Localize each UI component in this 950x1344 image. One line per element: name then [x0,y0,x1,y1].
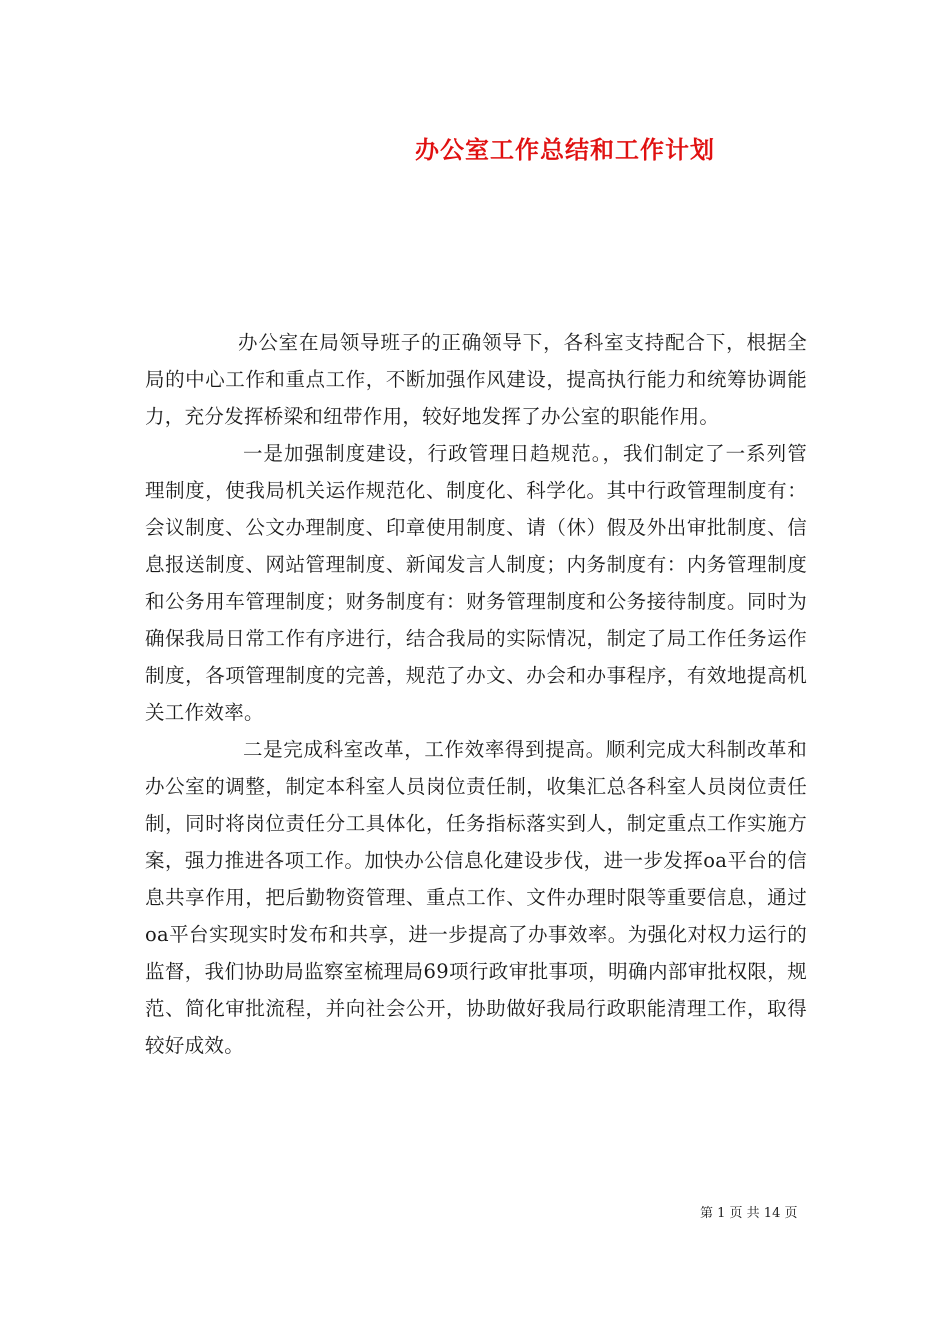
paragraph-intro: 办公室在局领导班子的正确领导下，各科室支持配合下，根据全局的中心工作和重点工作，不断加强作风建设，提高执行能力和统筹协调能力，充分发挥桥梁和纽带作用，较好地发挥了办公室的职能作用。 [145,331,807,428]
page-number-footer: 第 1 页 共 14 页 [700,1206,798,1221]
document-body [145,324,807,1064]
paragraph-system-building: 一是加强制度建设，行政管理日趋规范。，我们制定了一系列管理制度，使我局机关运作规范化、制度化、科学化。其中行政管理制度有：会议制度、公文办理制度、印章使用制度、请（休）假及外出审批制度、信息报送制度、网站管理制度、新闻发言人制度；内务制度有：内务管理制度和公务用车管理制度；财务制度有：财务管理制度和公务接待制度。同时为确保我局日常工作有序进行，结合我局的实际情况，制定了局工作任务运作制度，各项管理制度的完善，规范了办文、办会和办事程序，有效地提高机关工作效率。 [145,442,807,724]
paragraph-reform: 二是完成科室改革，工作效率得到提高。顺利完成大科制改革和办公室的调整，制定本科室人员岗位责任制，收集汇总各科室人员岗位责任制，同时将岗位责任分工具体化，任务指标落实到人，制定重点工作实施方案，强力推进各项工作。加快办公信息化建设步伐，进一步发挥oa平台的信息共享作用，把后勤物资管理、重点工作、文件办理时限等重要信息，通过oa平台实现实时发布和共享，进一步提高了办事效率。为强化对权力运行的监督，我们协助局监察室梳理局69项行政审批事项，明确内部审批权限，规范、简化审批流程，并向社会公开，协助做好我局行政职能清理工作，取得较好成效。 [145,738,807,1057]
document-title-text: 办公室工作总结和工作计划 [415,135,715,164]
document-title [0,132,950,168]
